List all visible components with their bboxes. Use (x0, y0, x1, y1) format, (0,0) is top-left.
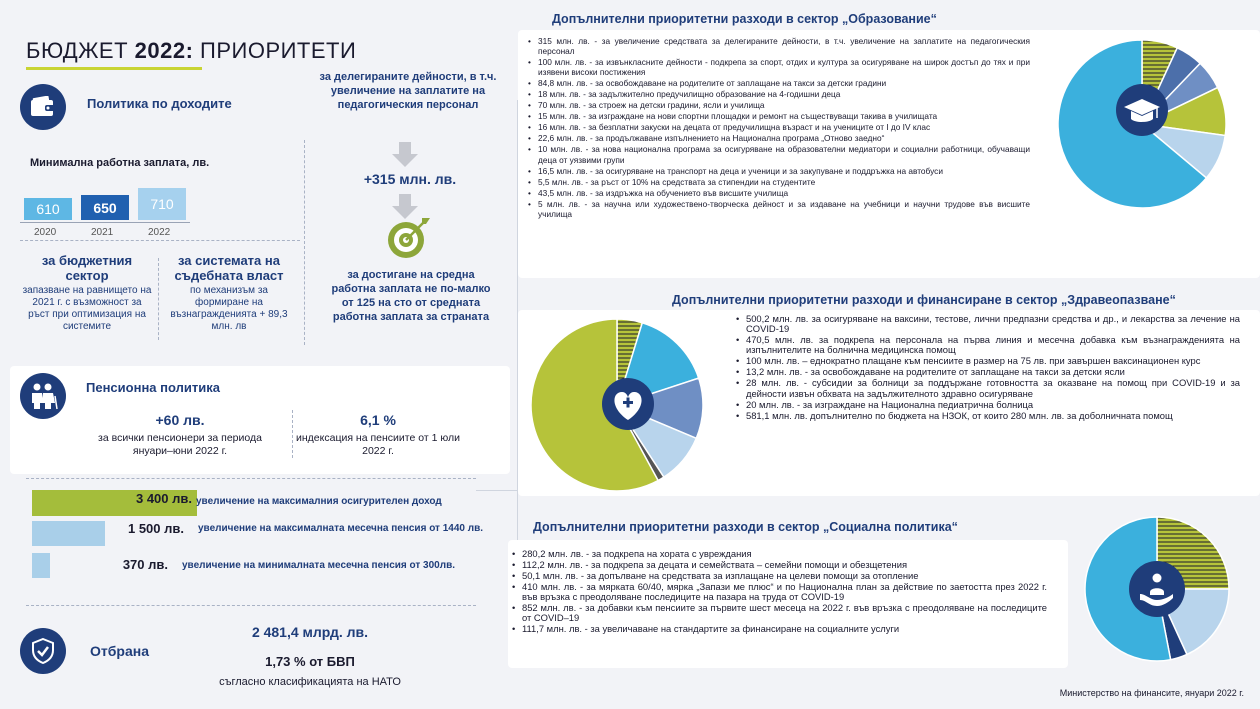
education-item: • 70 млн. лв. - за строеж на детски градини, ясли и училища (528, 100, 1030, 110)
social-donut (1080, 512, 1234, 666)
wage-bar-2021: 650 (81, 195, 129, 220)
year-2020: 2020 (34, 227, 57, 238)
defence-amount: 2 481,4 млрд. лв. (251, 624, 369, 640)
defence-heading: Отбрана (90, 643, 149, 659)
budget-sector-block: за бюджетния сектор запазване на равнището на 2021 г. с възможност за ръст при оптимизация на системите (22, 253, 152, 332)
education-item: • 18 млн. лв. - за задължително предучилищно образование на 4-годишни деца (528, 89, 1030, 99)
footer-source: Министерство на финансите, януари 2022 г. (1059, 688, 1244, 698)
title-underline (26, 67, 202, 70)
education-item: • 15 млн. лв. - за изграждане на нови спортни площадки и ремонт на съществуващи такива в училищата (528, 111, 1030, 121)
social-item: • 112,2 млн. лв. - за подкрепа за децата и семействата – семейни помощи и обезщетения (512, 560, 1047, 570)
min-pension-text: увеличение на минималната месечна пенсия от 300лв. (182, 560, 456, 571)
health-item: • 100 млн. лв. – еднократно плащане към пенсиите в размер на 75 лв. при завършен ваксинационен курс (736, 356, 1240, 366)
year-2022: 2022 (148, 227, 171, 238)
max-insurable-income-text: увеличение на максималния осигурителен доход (196, 496, 442, 507)
health-item: • 581,1 млн. лв. допълнително по бюджета на НЗОК, от които 280 млн. лв. за доболничната помощ (736, 411, 1240, 421)
education-item: • 100 млн. лв. - за извънкласните дейности - подкрепа за спорт, отдих и култура за осигуряване на широк достъп до тях и при изявени високи постижения (528, 57, 1030, 77)
max-insurable-income-value: 3 400 лв. (135, 491, 192, 506)
social-title: Допълнителни приоритетни разходи в сектор „Социална политика“ (533, 520, 958, 534)
education-item: • 5,5 млн. лв. - за ръст от 10% на средствата за стипендии на студентите (528, 177, 1030, 187)
wage-axis (20, 222, 190, 223)
education-item: • 16,5 млн. лв. - за осигуряване на транспорт на деца и ученици и за закупуване и поддръжка на автобуси (528, 166, 1030, 176)
social-item: • 111,7 млн. лв. - за увеличаване на стандартите за финансиране на социалните услуги (512, 624, 1047, 634)
health-donut (528, 316, 706, 494)
target-text: за достигане на средна работна заплата не по-малко от 125 на сто от средната работна заплата за страната (331, 269, 491, 323)
education-item: • 43,5 млн. лв. - за издръжка на обучението във висшите училища (528, 188, 1030, 198)
health-item: • 13,2 млн. лв. - за освобождаване на родителите от заплащане на такси за детски ясли (736, 367, 1240, 377)
arrow-down-icon (390, 142, 420, 168)
health-item: • 500,2 млн. лв. за осигуряване на ваксини, тестове, лични предпазни средства и др., и лекарства за лечение на COVID-19 (736, 314, 1240, 334)
social-item: • 50,1 млн. лв. - за допълване на средствата за изплащане на целеви помощи за отопление (512, 571, 1047, 581)
wage-bar-2020: 610 (24, 198, 72, 220)
social-item: • 410 млн. лв. - за мярката 60/40, мярка „Запази ме плюс“ и по Национална план за действие по заетостта през 2022 г. във връзка с преодоляване последиците на пазара на труда от COVID-19 (512, 582, 1047, 602)
max-pension-text: увеличение на максималната месечна пенсия от 1440 лв. (198, 523, 484, 534)
social-item: • 280,2 млн. лв. - за подкрепа на хората с увреждания (512, 549, 1047, 559)
target-icon (386, 216, 432, 260)
health-list (736, 314, 1240, 422)
plus60-block: +60 лв. за всички пенсионери за периода януари–юни 2022 г. (98, 412, 262, 457)
education-title: Допълнителни приоритетни разходи в сектор „Образование“ (552, 12, 937, 26)
min-wage-label: Минимална работна заплата, лв. (30, 157, 210, 169)
income-heading: Политика по доходите (87, 96, 232, 111)
education-item: • 315 млн. лв. - за увеличение средствата за делегираните дейности, в т.ч. увеличение на заплатите на педагогическия персонал (528, 36, 1030, 56)
education-item: • 22,6 млн. лв. - за продължаване изпълнението на Национална програма „Отново заедно“ (528, 133, 1030, 143)
education-list (528, 36, 1030, 220)
education-donut (1056, 38, 1228, 210)
defence-gdp: 1,73 % от БВП (265, 654, 355, 669)
education-item: • 16 млн. лв. - за безплатни закуски на децата от предучилищна възраст и на учениците от I до IV клас (528, 122, 1030, 132)
indexation-block: 6,1 % индексация на пенсиите от 1 юли 2022 г. (296, 412, 460, 457)
min-pension-bar (32, 553, 50, 578)
delegated-amount: +315 млн. лв. (363, 171, 457, 187)
max-pension-bar (32, 521, 105, 546)
health-item: • 20 млн. лв. - за изграждане на Национална педиатрична болница (736, 400, 1240, 410)
min-pension-value: 370 лв. (122, 557, 168, 572)
delegated-text: за делегираните дейности, в т.ч. увеличение на заплатите на педагогическия персонал (319, 71, 497, 111)
shield-check-icon (20, 628, 66, 674)
elderly-couple-icon (20, 373, 66, 419)
max-pension-value: 1 500 лв. (127, 521, 184, 536)
pension-heading: Пенсионна политика (86, 380, 220, 395)
page-title: БЮДЖЕТ 2022: ПРИОРИТЕТИ (26, 38, 357, 63)
education-item: • 5 млн. лв. - за научна или художествено-творческа дейност и за издаване на учебници и научни трудове във висшите училища (528, 199, 1030, 219)
health-title: Допълнителни приоритетни разходи и финансиране в сектор „Здравеопазване“ (672, 293, 1176, 307)
wage-bar-2022: 710 (138, 188, 186, 220)
defence-note: съгласно класификацията на НАТО (219, 676, 401, 688)
education-item: • 84,8 млн. лв. - за освобождаване на родителите от заплащане на такси за детски градини (528, 78, 1030, 88)
year-2021: 2021 (91, 227, 114, 238)
wallet-icon (20, 84, 66, 130)
judicial-block: за системата на съдебната власт по механизъм за формиране на възнагражденията + 89,3 млн. лв (170, 253, 288, 332)
education-item: • 10 млн. лв. - за нова национална програма за осигуряване на образователни медиатори и социални работници, обучаващи деца от уязвими групи (528, 144, 1030, 164)
health-item: • 28 млн. лв. - субсидии за болници за поддържане готовността за оказване на помощ при COVID-19 и за дейности извън обхвата на задължителното здравно осигуряване (736, 378, 1240, 398)
social-item: • 852 млн. лв. - за добавки към пенсиите за първите шест месеца на 2022 г. във връзка с преодоляване на последиците от COVID–19 (512, 603, 1047, 623)
social-list (512, 549, 1047, 635)
health-item: • 470,5 млн. лв. за подкрепа на персонала на първа линия и месечна добавка към възнагражденията на изпълнителите на болнична медицинска помощ (736, 335, 1240, 355)
